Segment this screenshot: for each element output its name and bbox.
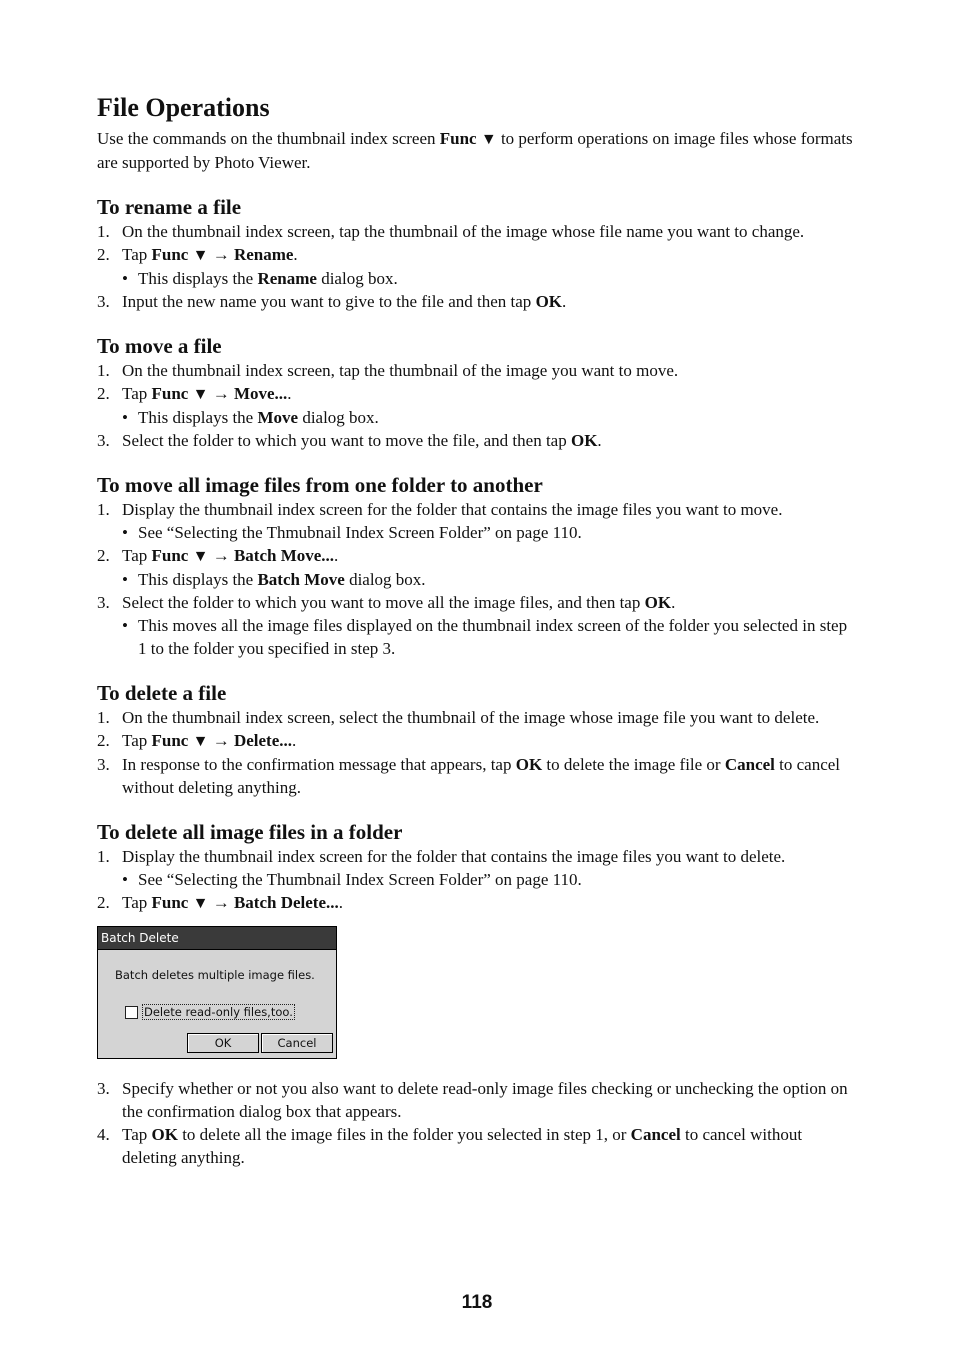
arrow-icon: → bbox=[212, 731, 230, 750]
item-number: 1. bbox=[97, 361, 110, 380]
item-text: In response to the confirmation message that appears, tap bbox=[122, 755, 516, 774]
command-name: Delete... bbox=[233, 731, 292, 750]
list-item bbox=[97, 891, 857, 915]
sub-text-end: dialog box. bbox=[298, 408, 379, 427]
ok-label: OK bbox=[535, 292, 563, 311]
list-item bbox=[97, 359, 857, 382]
item-text-end: to cancel without deleting anything. bbox=[122, 755, 841, 797]
item-text: Tap bbox=[122, 384, 152, 403]
section-heading: To delete all image files in a folder bbox=[97, 820, 403, 844]
item-text: On the thumbnail index screen, select the thumbnail of the image whose image file you want to delete. bbox=[122, 708, 820, 727]
list-item bbox=[97, 429, 857, 452]
item-text: Tap bbox=[122, 546, 152, 565]
cancel-label: Cancel bbox=[724, 755, 775, 774]
ok-label: OK bbox=[644, 593, 672, 612]
item-number: 1. bbox=[97, 708, 110, 727]
list-item bbox=[97, 220, 857, 243]
triangle-down-icon: ▼ bbox=[192, 733, 209, 750]
item-number: 1. bbox=[97, 222, 110, 241]
sub-text-end: dialog box. bbox=[316, 269, 398, 288]
dialog-title: Batch Delete bbox=[98, 927, 336, 950]
sub-bullet bbox=[97, 406, 857, 429]
func-label: Func bbox=[439, 129, 477, 148]
bullet-icon: • bbox=[122, 570, 128, 589]
read-only-checkbox[interactable] bbox=[125, 1006, 138, 1019]
item-text-end: . bbox=[293, 245, 298, 264]
ok-label: OK bbox=[570, 431, 598, 450]
sub-text: This moves all the image files displayed on the thumbnail index screen of the folder you selected in step 1 to the folder you specified in step 3. bbox=[138, 616, 848, 658]
section-rename bbox=[97, 194, 857, 313]
list-item bbox=[97, 706, 857, 729]
sub-text: See “Selecting the Thmubnail Index Screen Folder” on page 110. bbox=[138, 523, 582, 542]
item-text-end: to cancel without deleting anything. bbox=[122, 1125, 803, 1167]
list-item bbox=[97, 290, 857, 313]
list-item bbox=[97, 382, 857, 406]
item-text: On the thumbnail index screen, tap the thumbnail of the image whose file name you want to change. bbox=[122, 222, 805, 241]
arrow-icon: → bbox=[212, 546, 230, 565]
command-name: Batch Move... bbox=[233, 546, 335, 565]
item-text: On the thumbnail index screen, tap the thumbnail of the image you want to move. bbox=[122, 361, 679, 380]
func-label: Func bbox=[151, 245, 189, 264]
cancel-label: Cancel bbox=[630, 1125, 681, 1144]
section-heading: To move a file bbox=[97, 334, 222, 358]
triangle-down-icon: ▼ bbox=[480, 131, 497, 148]
item-number: 3. bbox=[97, 1079, 110, 1098]
item-text-mid: to delete the image file or bbox=[542, 755, 725, 774]
ok-label: OK bbox=[515, 755, 543, 774]
list-item bbox=[97, 243, 857, 267]
list-item bbox=[97, 544, 857, 568]
intro-paragraph bbox=[97, 127, 857, 174]
item-number: 2. bbox=[97, 384, 110, 403]
sub-text: This displays the bbox=[138, 269, 258, 288]
item-text-mid: to delete all the image files in the folder you selected in step 1, or bbox=[177, 1125, 631, 1144]
item-text-end: . bbox=[562, 292, 567, 311]
section-batch-move bbox=[97, 472, 857, 660]
command-name: Rename bbox=[233, 245, 294, 264]
item-number: 1. bbox=[97, 847, 110, 866]
section-batch-delete bbox=[97, 819, 857, 1169]
sub-bullet bbox=[97, 267, 857, 290]
command-name: Batch Delete... bbox=[233, 893, 339, 912]
list-item bbox=[97, 753, 857, 799]
list-item bbox=[97, 498, 857, 521]
func-label: Func bbox=[151, 731, 189, 750]
section-delete bbox=[97, 680, 857, 799]
bullet-icon: • bbox=[122, 523, 128, 542]
triangle-down-icon: ▼ bbox=[192, 386, 209, 403]
bullet-icon: • bbox=[122, 870, 128, 889]
item-number: 3. bbox=[97, 431, 110, 450]
func-label: Func bbox=[151, 893, 189, 912]
item-number: 4. bbox=[97, 1125, 110, 1144]
item-text-end: . bbox=[287, 384, 292, 403]
item-number: 3. bbox=[97, 755, 110, 774]
dialog-message: Batch deletes multiple image files. bbox=[115, 968, 315, 982]
section-heading: To delete a file bbox=[97, 681, 227, 705]
item-text-end: . bbox=[292, 731, 297, 750]
item-text: Display the thumbnail index screen for the folder that contains the image files you want to delete. bbox=[122, 847, 786, 866]
dialog-name: Batch Move bbox=[257, 570, 345, 589]
command-name: Move... bbox=[233, 384, 288, 403]
bullet-icon: • bbox=[122, 269, 128, 288]
triangle-down-icon: ▼ bbox=[192, 548, 209, 565]
item-text: Input the new name you want to give to the file and then tap bbox=[122, 292, 536, 311]
func-label: Func bbox=[151, 546, 189, 565]
sub-text: This displays the bbox=[138, 408, 258, 427]
item-text: Select the folder to which you want to move all the image files, and then tap bbox=[122, 593, 645, 612]
item-number: 3. bbox=[97, 292, 110, 311]
page-title: File Operations bbox=[97, 93, 270, 122]
page-content bbox=[97, 93, 857, 1189]
sub-text: This displays the bbox=[138, 570, 258, 589]
cancel-button[interactable]: Cancel bbox=[261, 1033, 333, 1053]
item-number: 2. bbox=[97, 546, 110, 565]
page-number: 118 bbox=[461, 1292, 493, 1313]
list-item bbox=[97, 1077, 857, 1123]
item-number: 2. bbox=[97, 893, 110, 912]
sub-text-end: dialog box. bbox=[344, 570, 426, 589]
intro-text-start: Use the commands on the thumbnail index screen bbox=[97, 129, 440, 148]
bullet-icon: • bbox=[122, 616, 128, 635]
section-heading: To rename a file bbox=[97, 195, 242, 219]
item-text: Select the folder to which you want to move the file, and then tap bbox=[122, 431, 571, 450]
section-heading: To move all image files from one folder to another bbox=[97, 473, 543, 497]
dialog-name: Rename bbox=[257, 269, 317, 288]
item-text-end: . bbox=[671, 593, 676, 612]
intro-text-end: to perform operations on image files whose formats are supported by Photo Viewer. bbox=[97, 129, 853, 172]
list-item bbox=[97, 1123, 857, 1169]
sub-text: See “Selecting the Thumbnail Index Screen Folder” on page 110. bbox=[138, 870, 582, 889]
func-label: Func bbox=[151, 384, 189, 403]
item-text: Tap bbox=[122, 1125, 152, 1144]
ok-label: OK bbox=[151, 1125, 178, 1144]
item-number: 1. bbox=[97, 500, 110, 519]
arrow-icon: → bbox=[212, 245, 230, 264]
sub-bullet bbox=[97, 614, 857, 660]
triangle-down-icon: ▼ bbox=[192, 895, 209, 912]
sub-bullet bbox=[97, 568, 857, 591]
item-text-end: . bbox=[338, 893, 343, 912]
item-number: 2. bbox=[97, 245, 110, 264]
section-move bbox=[97, 333, 857, 452]
item-number: 3. bbox=[97, 593, 110, 612]
bullet-icon: • bbox=[122, 408, 128, 427]
item-text: Tap bbox=[122, 893, 152, 912]
list-item bbox=[97, 729, 857, 753]
dialog-name: Move bbox=[257, 408, 299, 427]
item-text: Specify whether or not you also want to delete read-only image files checking or unchecking the option on the confirmation dialog box that appears. bbox=[122, 1079, 848, 1121]
item-text-end: . bbox=[597, 431, 602, 450]
triangle-down-icon: ▼ bbox=[192, 247, 209, 264]
item-text: Display the thumbnail index screen for the folder that contains the image files you want to move. bbox=[122, 500, 783, 519]
read-only-checkbox-label[interactable]: Delete read-only files,too. bbox=[144, 1005, 293, 1019]
ok-button[interactable]: OK bbox=[187, 1033, 259, 1053]
sub-bullet bbox=[97, 521, 857, 544]
item-text: Tap bbox=[122, 245, 152, 264]
item-text-end: . bbox=[334, 546, 339, 565]
batch-delete-dialog bbox=[97, 926, 337, 1059]
arrow-icon: → bbox=[212, 384, 230, 403]
item-text: Tap bbox=[122, 731, 152, 750]
arrow-icon: → bbox=[212, 893, 230, 912]
list-item bbox=[97, 591, 857, 614]
list-item bbox=[97, 845, 857, 868]
sub-bullet bbox=[97, 868, 857, 891]
item-number: 2. bbox=[97, 731, 110, 750]
